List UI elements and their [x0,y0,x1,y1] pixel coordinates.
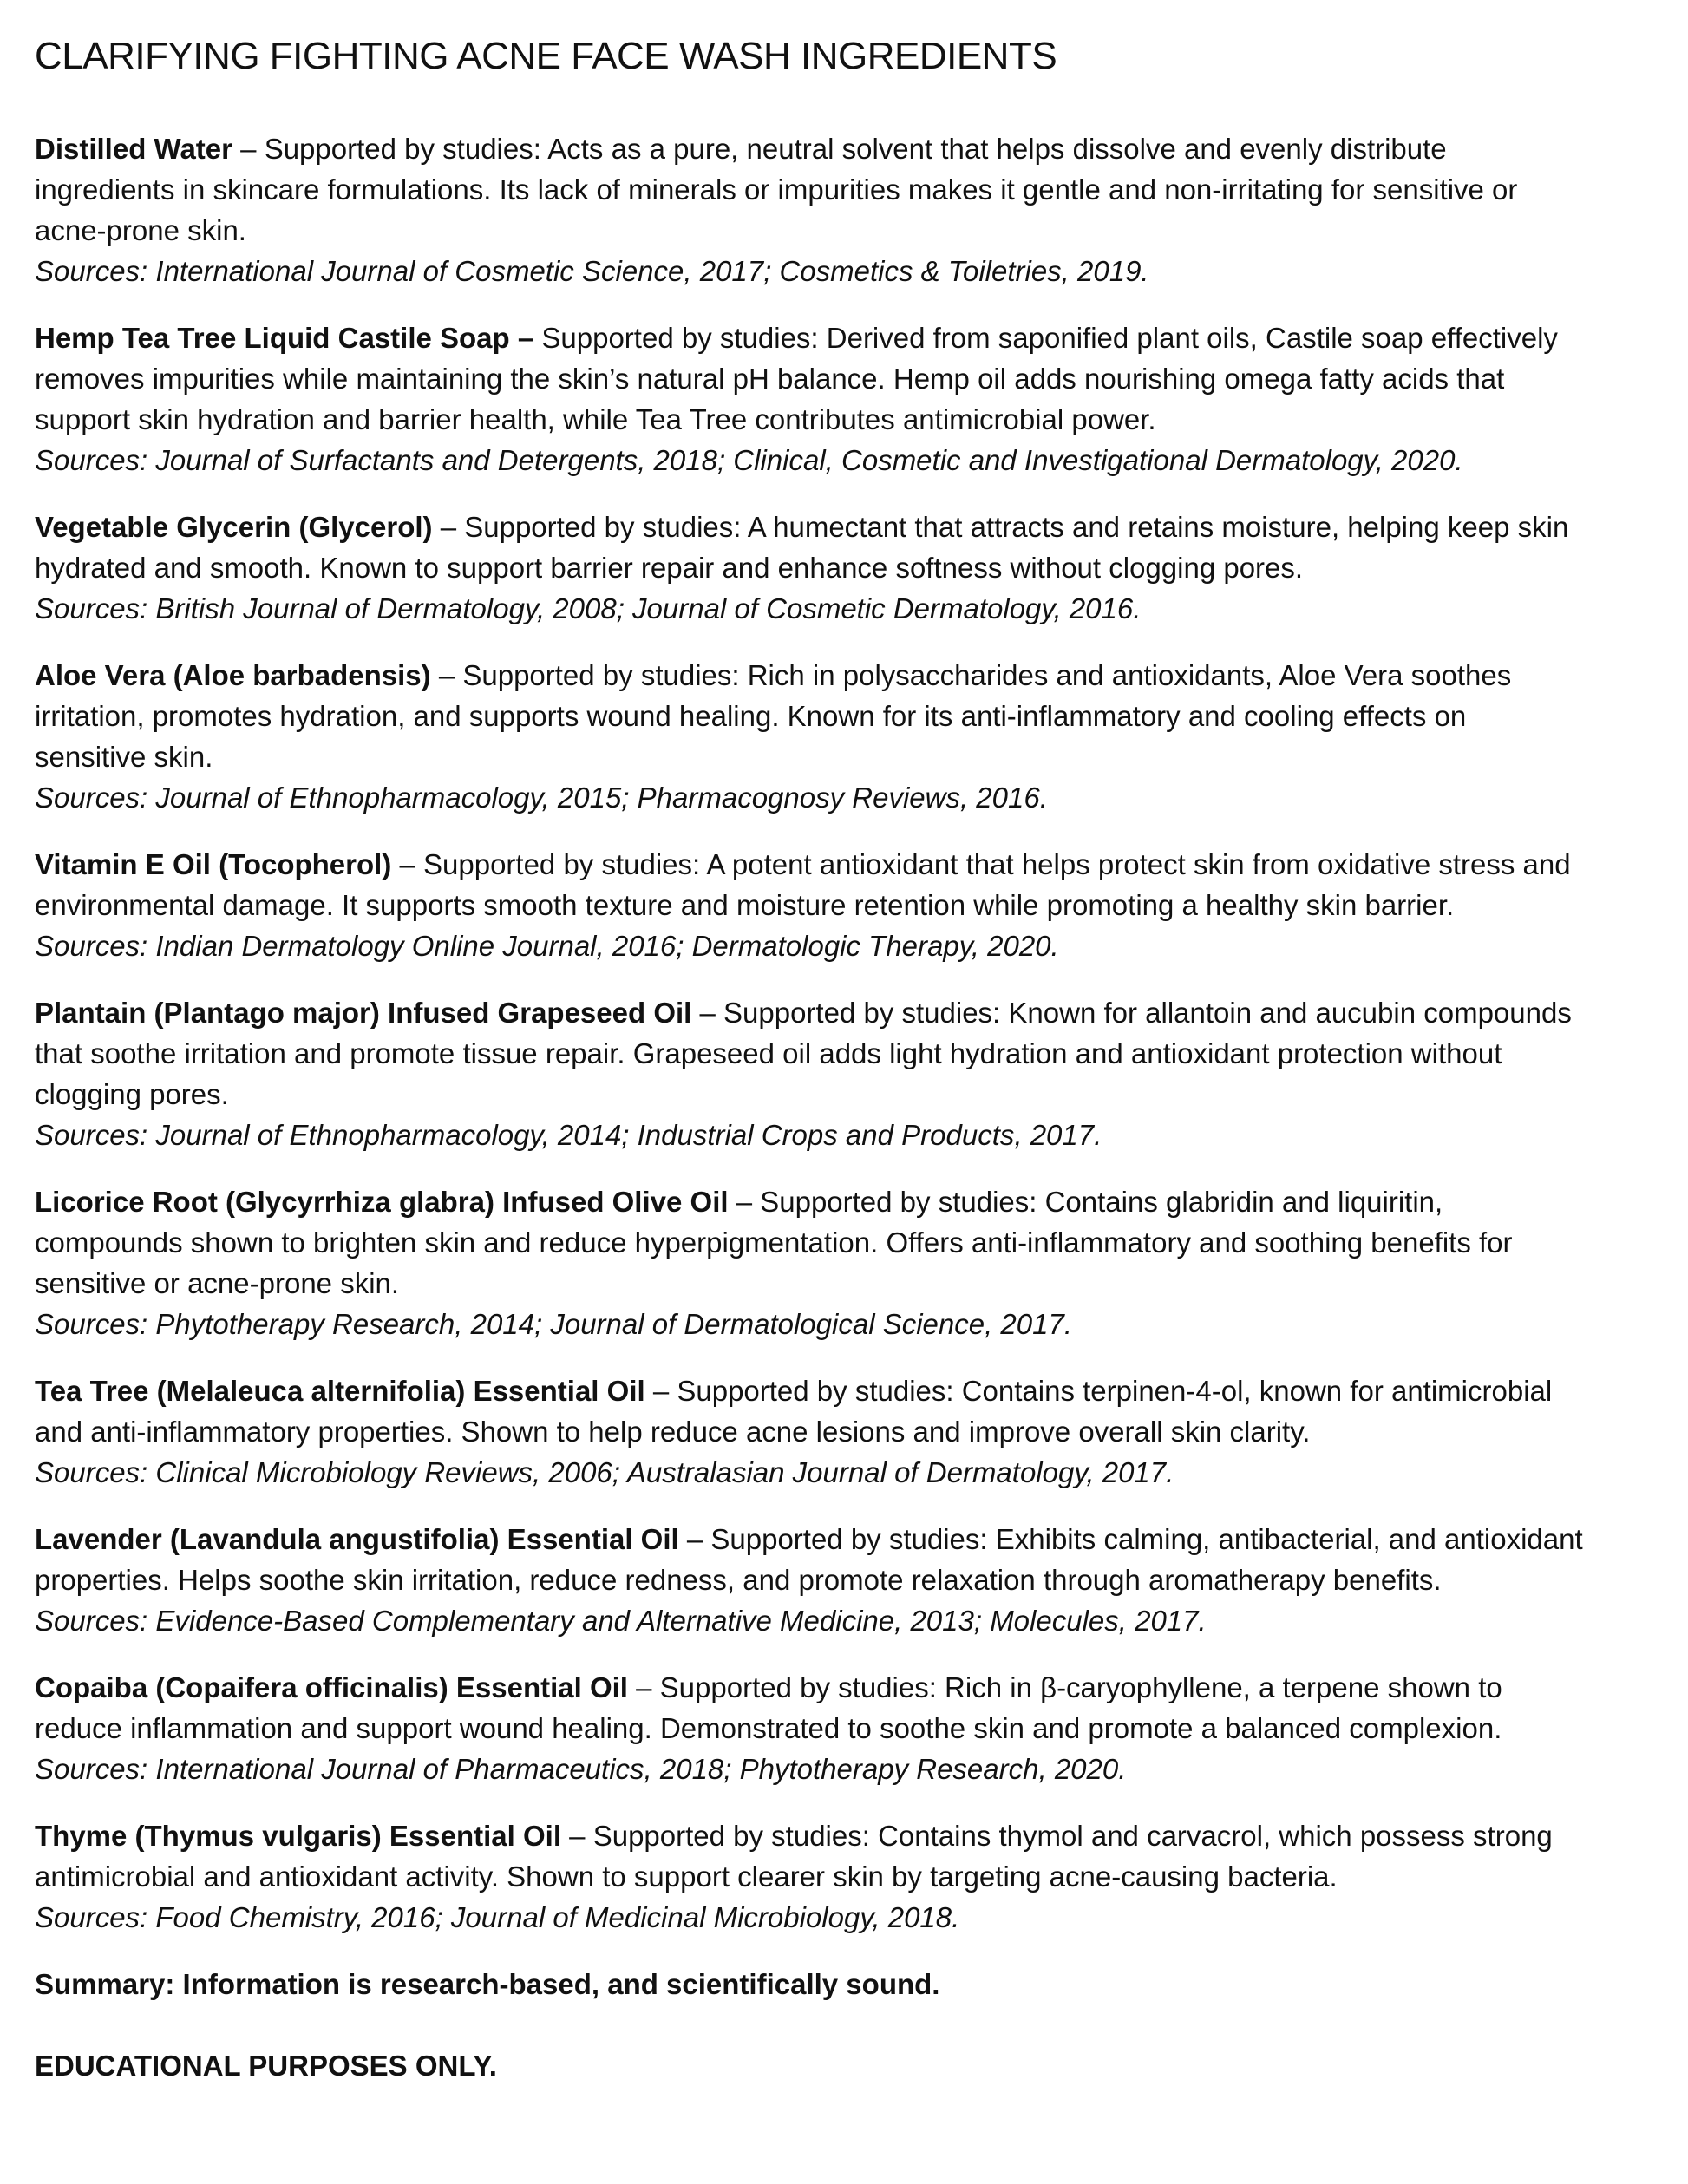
ingredient-name: Tea Tree (Melaleuca alternifolia) Essential Oil [35,1375,645,1407]
ingredient-name: Distilled Water [35,133,232,165]
ingredient-section-glycerin [35,507,1584,629]
ingredient-description: – Supported by studies: Contains thymol and carvacrol, which possess strong antimicrobial and antioxidant activity. Shown to support clearer skin by targeting acne-causing bacteria. [35,1820,1553,1893]
ingredient-sources: Sources: Journal of Surfactants and Detergents, 2018; Clinical, Cosmetic and Investigational Dermatology, 2020. [35,444,1463,476]
ingredient-paragraph [35,992,1584,1115]
ingredient-paragraph [35,1519,1584,1600]
ingredient-sources: Sources: Indian Dermatology Online Journal, 2016; Dermatologic Therapy, 2020. [35,930,1059,962]
ingredient-sources: Sources: International Journal of Pharmaceutics, 2018; Phytotherapy Research, 2020. [35,1753,1127,1785]
ingredient-section-lavender-oil [35,1519,1584,1641]
ingredient-section-copaiba-oil [35,1667,1584,1789]
ingredient-sources: Sources: Journal of Ethnopharmacology, 2015; Pharmacognosy Reviews, 2016. [35,781,1048,814]
ingredient-paragraph [35,317,1584,440]
ingredient-name: Vitamin E Oil (Tocopherol) [35,848,392,880]
ingredient-paragraph [35,1667,1584,1749]
ingredient-section-distilled-water [35,128,1584,291]
ingredient-name: Hemp Tea Tree Liquid Castile Soap – [35,322,534,354]
ingredient-name: Plantain (Plantago major) Infused Grapeseed Oil [35,997,692,1029]
ingredient-sources: Sources: Clinical Microbiology Reviews, 2006; Australasian Journal of Dermatology, 2017. [35,1456,1174,1488]
ingredient-paragraph [35,1181,1584,1304]
ingredient-section-castile-soap [35,317,1584,481]
ingredient-description: – Supported by studies: A humectant that attracts and retains moisture, helping keep skin hydrated and smooth. Known to support barrier repair and enhance softness without clogging pores. [35,511,1569,584]
ingredient-description: – Supported by studies: Rich in β-caryophyllene, a terpene shown to reduce inflammation and support wound healing. Demonstrated to soothe skin and promote a balanced complexion. [35,1671,1502,1744]
ingredient-paragraph [35,844,1584,925]
ingredient-paragraph [35,1370,1584,1452]
ingredient-name: Thyme (Thymus vulgaris) Essential Oil [35,1820,562,1852]
ingredient-name: Vegetable Glycerin (Glycerol) [35,511,433,543]
summary-line: Summary: Information is research-based, and scientifically sound. [35,1968,940,2000]
ingredient-paragraph [35,1815,1584,1897]
ingredient-section-licorice-olive [35,1181,1584,1344]
ingredient-description: – Supported by studies: Exhibits calming, antibacterial, and antioxidant properties. Helps soothe skin irritation, reduce redness, and promote relaxation through aromatherapy benefits. [35,1523,1583,1596]
ingredient-section-vitamin-e [35,844,1584,966]
ingredient-description: – Supported by studies: Rich in polysaccharides and antioxidants, Aloe Vera soothes irritation, promotes hydration, and supports wound healing. Known for its anti-inflammatory and cooling effects on sensitive skin. [35,659,1512,773]
ingredient-section-tea-tree-oil [35,1370,1584,1493]
ingredient-description: – Supported by studies: Contains glabridin and liquiritin, compounds shown to brighten skin and reduce hyperpigmentation. Offers anti-inflammatory and soothing benefits for sensitive or acne-prone skin. [35,1186,1513,1299]
ingredient-section-plantain-grapeseed [35,992,1584,1155]
ingredient-sources: Sources: British Journal of Dermatology, 2008; Journal of Cosmetic Dermatology, 2016. [35,592,1142,624]
ingredient-description: – Supported by studies: Contains terpinen-4-ol, known for antimicrobial and anti-inflammatory properties. Shown to help reduce acne lesions and improve overall skin clarity. [35,1375,1553,1448]
ingredient-sources: Sources: Evidence-Based Complementary and Alternative Medicine, 2013; Molecules, 2017. [35,1605,1207,1637]
ingredient-description: – Supported by studies: A potent antioxidant that helps protect skin from oxidative stress and environmental damage. It supports smooth texture and moisture retention while promoting a healthy skin barrier. [35,848,1571,921]
ingredient-sources: Sources: International Journal of Cosmetic Science, 2017; Cosmetics & Toiletries, 2019. [35,255,1149,287]
ingredient-section-aloe-vera [35,655,1584,818]
ingredient-description: – Supported by studies: Acts as a pure, neutral solvent that helps dissolve and evenly distribute ingredients in skincare formulations. Its lack of minerals or impurities makes it gentle and non-irritating for sensitive or acne-prone skin. [35,133,1518,246]
ingredient-description: Supported by studies: Derived from saponified plant oils, Castile soap effectively removes impurities while maintaining the skin’s natural pH balance. Hemp oil adds nourishing omega fatty acids that support skin hydration and barrier health, while Tea Tree contributes antimicrobial power. [35,322,1558,435]
ingredient-name: Lavender (Lavandula angustifolia) Essential Oil [35,1523,679,1555]
ingredient-paragraph [35,128,1584,251]
educational-note: EDUCATIONAL PURPOSES ONLY. [35,2050,497,2082]
ingredient-section-thyme-oil [35,1815,1584,1938]
page-title: CLARIFYING FIGHTING ACNE FACE WASH INGREDIENTS [35,35,1057,77]
ingredient-sources: Sources: Food Chemistry, 2016; Journal of Medicinal Microbiology, 2018. [35,1901,960,1933]
ingredient-name: Aloe Vera (Aloe barbadensis) [35,659,431,691]
ingredient-paragraph [35,655,1584,777]
ingredient-sources: Sources: Journal of Ethnopharmacology, 2014; Industrial Crops and Products, 2017. [35,1119,1102,1151]
ingredient-name: Licorice Root (Glycyrrhiza glabra) Infused Olive Oil [35,1186,729,1218]
ingredient-sources: Sources: Phytotherapy Research, 2014; Journal of Dermatological Science, 2017. [35,1308,1073,1340]
ingredient-description: – Supported by studies: Known for allantoin and aucubin compounds that soothe irritation and promote tissue repair. Grapeseed oil adds light hydration and antioxidant protection without clogging pores. [35,997,1572,1110]
ingredient-name: Copaiba (Copaifera officinalis) Essential Oil [35,1671,628,1703]
ingredient-paragraph [35,507,1584,588]
